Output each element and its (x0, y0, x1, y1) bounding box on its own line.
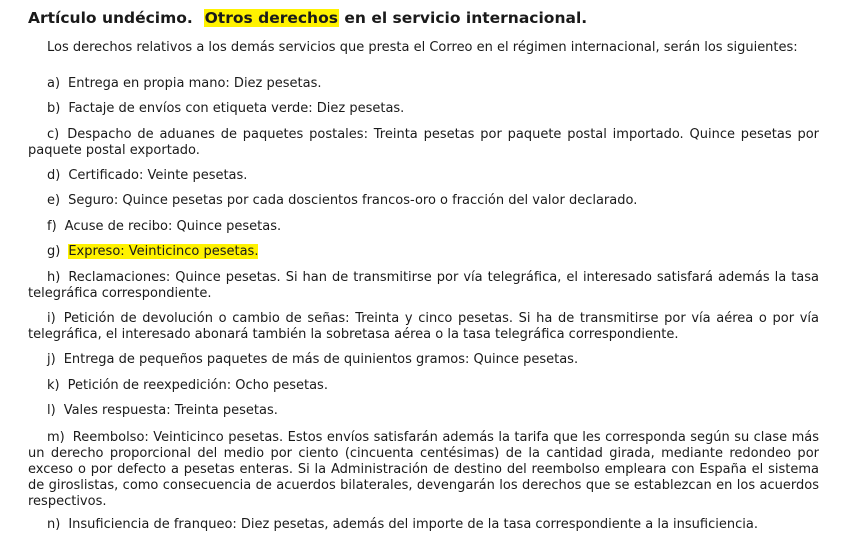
item-marker: g) (47, 244, 61, 259)
item-marker: b) (47, 101, 61, 116)
item-marker: a) (47, 76, 61, 91)
item-marker: j) (47, 352, 56, 367)
item-marker: e) (47, 193, 61, 208)
item-marker: i) (47, 311, 56, 326)
article-intro: Los derechos relativos a los demás servicios que presta el Correo en el régimen internacional, serán los siguientes: (47, 40, 798, 55)
item-marker: f) (47, 219, 57, 234)
list-item-f (28, 219, 819, 235)
item-marker: c) (47, 127, 60, 142)
list-item-i (28, 311, 819, 343)
item-marker: d) (47, 168, 61, 183)
list-item-d (28, 168, 819, 184)
item-text: Petición de reexpedición: Ocho pesetas. (67, 378, 328, 393)
list-item-j (28, 352, 819, 368)
article-title (28, 7, 587, 29)
item-text: Despacho de aduanes de paquetes postales: Treinta pesetas por paquete postal importado. Quince pesetas por paquete postal exportado. (28, 127, 819, 158)
article-title-prefix: Artículo undécimo. (28, 9, 193, 27)
list-item-c (28, 127, 819, 159)
item-text: Insuficiencia de franqueo: Diez pesetas, además del importe de la tasa correspondiente a la insuficiencia. (68, 517, 758, 532)
item-text: Reembolso: Veinticinco pesetas. Estos envíos satisfarán además la tarifa que les corresponda según su clase más un derecho proporcional del medio por ciento (cincuenta centésimas) de la cantidad girada, mediante redondeo por exceso o por defecto a pesetas enteras. Si la Administración de destino del reembolso empleara con España el sistema de giroslistas, como consecuencia de acuerdos bilaterales, devengarán los derechos que se establezcan en los acuerdos respectivos. (28, 430, 819, 509)
list-item-h (28, 270, 819, 302)
article-title-highlight: Otros derechos (204, 9, 338, 27)
item-text: Seguro: Quince pesetas por cada doscientos francos-oro o fracción del valor declarado. (68, 193, 638, 208)
list-item-a (28, 76, 819, 92)
item-marker: l) (47, 403, 56, 418)
list-item-l (28, 403, 819, 419)
item-text: Reclamaciones: Quince pesetas. Si han de transmitirse por vía telegráfica, el interesado satisfará además la tasa telegráfica correspondiente. (28, 270, 819, 301)
item-marker: m) (47, 430, 65, 445)
item-text-highlighted: Expreso: Veinticinco pesetas. (68, 244, 259, 259)
list-item-e (28, 193, 819, 209)
item-text: Petición de devolución o cambio de señas: Treinta y cinco pesetas. Si ha de transmitirse por vía aérea o por vía telegráfica, el interesado abonará también la sobretasa aérea o la tasa telegráfica correspondiente. (28, 311, 819, 342)
list-item-m (28, 430, 819, 510)
list-item-g (28, 244, 819, 260)
list-item-k (28, 378, 819, 394)
item-text: Vales respuesta: Treinta pesetas. (63, 403, 278, 418)
item-text: Acuse de recibo: Quince pesetas. (64, 219, 282, 234)
article-title-suffix: en el servicio internacional. (338, 9, 588, 27)
item-text: Certificado: Veinte pesetas. (68, 168, 248, 183)
list-item-n (28, 517, 819, 533)
item-text: Factaje de envíos con etiqueta verde: Diez pesetas. (68, 101, 405, 116)
item-text: Entrega de pequeños paquetes de más de quinientos gramos: Quince pesetas. (63, 352, 579, 367)
list-item-b (28, 101, 819, 117)
item-marker: k) (47, 378, 60, 393)
item-marker: n) (47, 517, 61, 532)
item-marker: h) (47, 270, 61, 285)
item-text: Entrega en propia mano: Diez pesetas. (68, 76, 322, 91)
